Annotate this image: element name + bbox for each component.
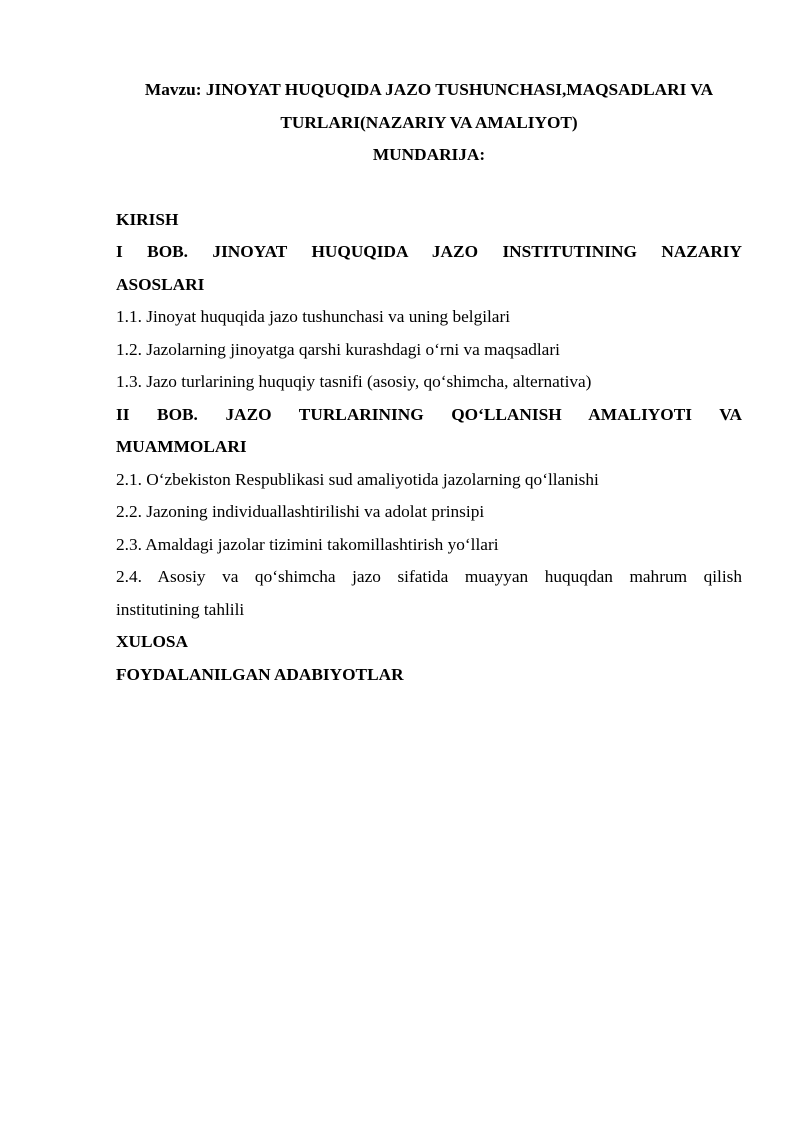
toc-item-1-1: 1.1. Jinoyat huquqida jazo tushunchasi va uning belgilari	[116, 307, 511, 326]
toc-chapter-2	[116, 399, 742, 464]
document-page	[116, 74, 742, 691]
chapter-2-line-1: II BOB. JAZO TURLARINING QO‘LLANISH AMALIYOTI VA	[116, 404, 742, 424]
document-title	[116, 74, 742, 139]
toc-chapter-1	[116, 236, 742, 301]
toc-item-2-3: 2.3. Amaldagi jazolar tizimini takomillashtirish yo‘llari	[116, 534, 499, 554]
item-2-4-line-2: institutining tahlili	[116, 599, 245, 619]
toc-item-1-2: 1.2. Jazolarning jinoyatga qarshi kurashdagi o‘rni va maqsadlari	[116, 339, 560, 359]
chapter-1-line-1: I BOB. JINOYAT HUQUQIDA JAZO INSTITUTINING NAZARIY	[116, 242, 742, 261]
chapter-2-line-2: MUAMMOLARI	[116, 437, 247, 456]
title-line-1: Mavzu: JINOYAT HUQUQIDA JAZO TUSHUNCHASI,MAQSADLARI VA	[144, 80, 714, 99]
contents-heading: MUNDARIJA:	[372, 145, 486, 164]
toc-conclusion: XULOSA	[116, 632, 189, 651]
toc-item-2-2: 2.2. Jazoning individuallashtirilishi va adolat prinsipi	[116, 502, 485, 521]
chapter-1-line-2: ASOSLARI	[116, 274, 205, 294]
toc-item-1-3: 1.3. Jazo turlarining huquqiy tasnifi (asosiy, qo‘shimcha, alternativa)	[116, 372, 592, 391]
toc-references: FOYDALANILGAN ADABIYOTLAR	[116, 664, 404, 684]
table-of-contents	[116, 204, 742, 692]
toc-item-2-1: 2.1. O‘zbekiston Respublikasi sud amaliyotida jazolarning qo‘llanishi	[116, 469, 599, 489]
item-2-4-line-1: 2.4. Asosiy va qo‘shimcha jazo sifatida muayyan huquqdan mahrum qilish	[116, 567, 742, 586]
toc-intro: KIRISH	[116, 209, 179, 229]
title-line-2: TURLARI(NAZARIY VA AMALIYOT)	[280, 112, 578, 132]
toc-item-2-4	[116, 561, 742, 626]
